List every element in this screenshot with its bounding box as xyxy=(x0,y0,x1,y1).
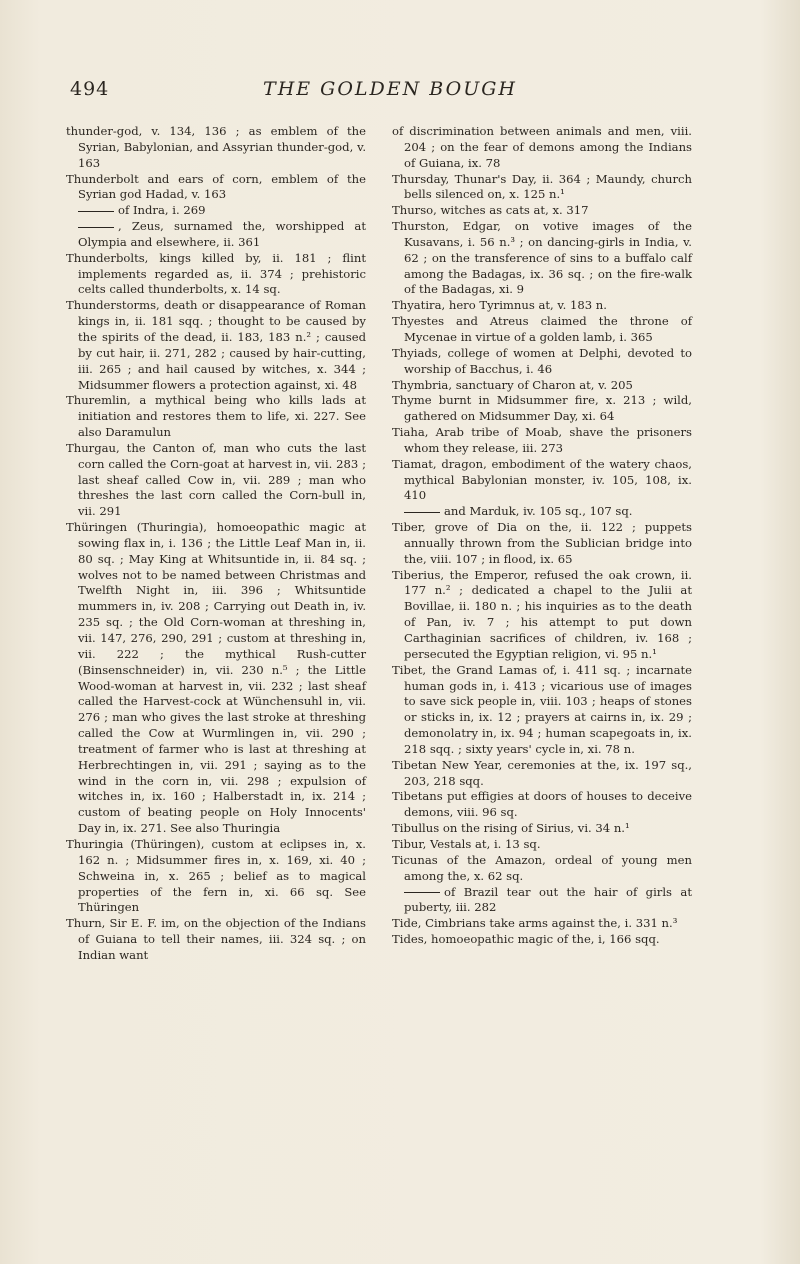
entry-text: thunder-god, v. 134, 136 ; as emblem of the Syrian, Babylonian, and Assyrian thunder-god, v. 163 xyxy=(66,124,366,170)
entry-text: Thuringia (Thüringen), custom at eclipses in, x. 162 n. ; Midsummer fires in, x. 169, xi. 40 ; Schweina in, x. 265 ; belief as to magical properties of the fern in, xi. 66 sq. See Thüringen xyxy=(66,836,366,915)
index-entry xyxy=(392,203,692,219)
entry-text: Tibetan New Year, ceremonies at the, ix. 197 sq., 203, 218 sqq. xyxy=(392,757,692,788)
entry-text: Tiber, grove of Dia on the, ii. 122 ; puppets annually thrown from the Sublician bridge into the, viii. 107 ; in flood, ix. 65 xyxy=(392,520,692,566)
index-entry xyxy=(392,298,692,314)
index-subentry xyxy=(66,219,366,251)
repeat-dash xyxy=(78,211,114,212)
entry-text: Tiberius, the Emperor, refused the oak crown, ii. 177 n.² ; dedicated a chapel to the Julii at Bovillae, ii. 180 n. ; his inquiries as to the death of Pan, iv. 7 ; his attempt to put down Carthaginian sacrifices of children, iv. 168 ; persecuted the Egyptian religion, vi. 95 n.¹ xyxy=(392,567,692,661)
page-header xyxy=(70,78,710,108)
entry-text: Thurston, Edgar, on votive images of the Kusavans, i. 56 n.³ ; on dancing-girls in India, v. 62 ; on the transference of sins to a buffalo calf among the Badagas, ix. 36 sq. ; on the fire-walk of the Badagas, xi. 9 xyxy=(392,219,692,297)
entry-text: Thurgau, the Canton of, man who cuts the last corn called the Corn-goat at harvest in, vii. 283 ; last sheaf called Cow in, vii. 289 ; man who threshes the last corn called the Corn-bull in, vii. 291 xyxy=(66,440,366,519)
index-entry xyxy=(392,457,692,505)
index-entry xyxy=(392,393,692,425)
entry-text: Thursday, Thunar's Day, ii. 364 ; Maundy, church bells silenced on, x. 125 n.¹ xyxy=(392,171,692,202)
running-title: THE GOLDEN BOUGH xyxy=(263,78,517,100)
index-subentry xyxy=(392,885,692,917)
index-entry xyxy=(392,821,692,837)
entry-text: Tibullus on the rising of Sirius, vi. 34 n.¹ xyxy=(392,821,630,836)
entry-text: Tibetans put effigies at doors of houses to deceive demons, viii. 96 sq. xyxy=(392,789,692,820)
index-entry xyxy=(392,916,692,932)
entry-text: Thyatira, hero Tyrimnus at, v. 183 n. xyxy=(392,298,607,313)
repeat-dash xyxy=(404,892,440,893)
entry-text: Thuremlin, a mythical being who kills lads at initiation and restores them to life, xi. 227. See also Daramulun xyxy=(66,393,366,440)
entry-text: Thymbria, sanctuary of Charon at, v. 205 xyxy=(392,377,633,392)
entry-text: Tiaha, Arab tribe of Moab, shave the prisoners whom they release, iii. 273 xyxy=(392,425,692,455)
entry-text: Thyme burnt in Midsummer fire, x. 213 ; wild, gathered on Midsummer Day, xi. 64 xyxy=(392,393,692,424)
entry-text: Thurso, witches as cats at, x. 317 xyxy=(392,203,589,218)
index-entry xyxy=(392,219,692,298)
entry-text: Ticunas of the Amazon, ordeal of young men among the, x. 62 sq. xyxy=(392,852,692,883)
index-entry xyxy=(392,346,692,378)
index-entry xyxy=(66,520,366,837)
index-entry xyxy=(392,378,692,394)
index-subentry xyxy=(66,203,366,219)
entry-text: Thyiads, college of women at Delphi, devoted to worship of Bacchus, i. 46 xyxy=(392,345,692,376)
index-entry xyxy=(392,758,692,790)
entry-text: , Zeus, surnamed the, worshipped at Olympia and elsewhere, ii. 361 xyxy=(78,219,366,249)
entry-text: of Indra, i. 269 xyxy=(118,203,206,218)
index-entry-continued xyxy=(392,124,692,172)
index-subentry xyxy=(392,504,692,520)
index-entry xyxy=(392,425,692,457)
index-entry xyxy=(392,932,692,948)
entry-text: Thunderbolts, kings killed by, ii. 181 ; flint implements regarded as, ii. 374 ; prehistoric celts called thunderbolts, x. 14 sq. xyxy=(66,250,366,297)
index-entry xyxy=(66,298,366,393)
index-entry xyxy=(66,441,366,520)
index-entry-continued xyxy=(66,124,366,172)
entry-text: of Brazil tear out the hair of girls at puberty, iii. 282 xyxy=(404,884,692,915)
index-entry xyxy=(66,837,366,916)
entry-text: Tibur, Vestals at, i. 13 sq. xyxy=(392,836,541,851)
index-entry xyxy=(392,172,692,204)
index-entry xyxy=(392,837,692,853)
index-entry xyxy=(392,853,692,885)
entry-text: Thurn, Sir E. F. im, on the objection of the Indians of Guiana to tell their names, iii. 324 sq. ; on Indian want xyxy=(66,916,366,962)
repeat-dash xyxy=(404,512,440,513)
index-entry xyxy=(66,172,366,204)
entry-text: Tiamat, dragon, embodiment of the watery chaos, mythical Babylonian monster, iv. 105, 108, ix. 410 xyxy=(392,456,692,503)
entry-text: Thyestes and Atreus claimed the throne of Mycenae in virtue of a golden lamb, i. 365 xyxy=(392,314,692,344)
index-entry xyxy=(66,393,366,441)
index-entry xyxy=(392,663,692,758)
right-column xyxy=(392,124,692,948)
entry-text: Tibet, the Grand Lamas of, i. 411 sq. ; incarnate human gods in, i. 413 ; vicarious use of images to save sick people in, viii. 103 ; heaps of stones or sticks in, ix. 12 ; prayers at cairns in, ix. 29 ; demonolatry in, ix. 94 ; human scapegoats in, ix. 218 sqq. ; sixty years' cycle in, xi. 78 n. xyxy=(392,662,692,756)
index-entry xyxy=(392,520,692,568)
entry-text: Tides, homoeopathic magic of the, i, 166 sqq. xyxy=(392,932,660,947)
entry-text: Thunderstorms, death or disappearance of Roman kings in, ii. 181 sqq. ; thought to be caused by the spirits of the dead, ii. 183, 183 n.² ; caused by cut hair, ii. 271, 282 ; caused by hair-cutting, iii. 265 ; and hail caused by witches, x. 344 ; Midsummer flowers a protection against, xi. 48 xyxy=(66,298,366,392)
index-entry xyxy=(392,568,692,663)
entry-text: of discrimination between animals and men, viii. 204 ; on the fear of demons among the Indians of Guiana, ix. 78 xyxy=(392,124,692,170)
entry-text: Thüringen (Thuringia), homoeopathic magic at sowing flax in, i. 136 ; the Little Leaf Man in, ii. 80 sq. ; May King at Whitsuntide in, ii. 84 sq. ; wolves not to be named between Christmas and Twelfth Night in, iii. 396 ; Whitsuntide mummers in, iv. 208 ; Carrying out Death in, iv. 235 sq. ; the Old Corn-woman at threshing in, vii. 147, 276, 290, 291 ; custom at threshing in, vii. 222 ; the mythical Rush-cutter (Binsenschneider) in, vii. 230 n.⁵ ; the Little Wood-woman at harvest in, vii. 232 ; last sheaf called the Harvest-cock at Wünchensuhl in, vii. 276 ; man who gives the last stroke at threshing called the Cow at Wurmlingen in, vii. 290 ; treatment of farmer who is last at threshing at Herbrechtingen in, vii. 291 ; saying as to the wind in the corn in, vii. 298 ; expulsion of witches in, ix. 160 ; Halberstadt in, ix. 214 ; custom of beating people on Holy Innocents' Day in, ix. 271. See also Thuringia xyxy=(66,520,366,836)
index-entry xyxy=(66,251,366,299)
repeat-dash xyxy=(78,227,114,228)
page-number: 494 xyxy=(70,78,110,100)
index-entry xyxy=(66,916,366,964)
entry-text: and Marduk, iv. 105 sq., 107 sq. xyxy=(444,504,633,519)
left-column xyxy=(66,124,366,964)
entry-text: Thunderbolt and ears of corn, emblem of the Syrian god Hadad, v. 163 xyxy=(66,171,366,202)
index-entry xyxy=(392,789,692,821)
index-entry xyxy=(392,314,692,346)
entry-text: Tide, Cimbrians take arms against the, i. 331 n.³ xyxy=(392,916,678,931)
